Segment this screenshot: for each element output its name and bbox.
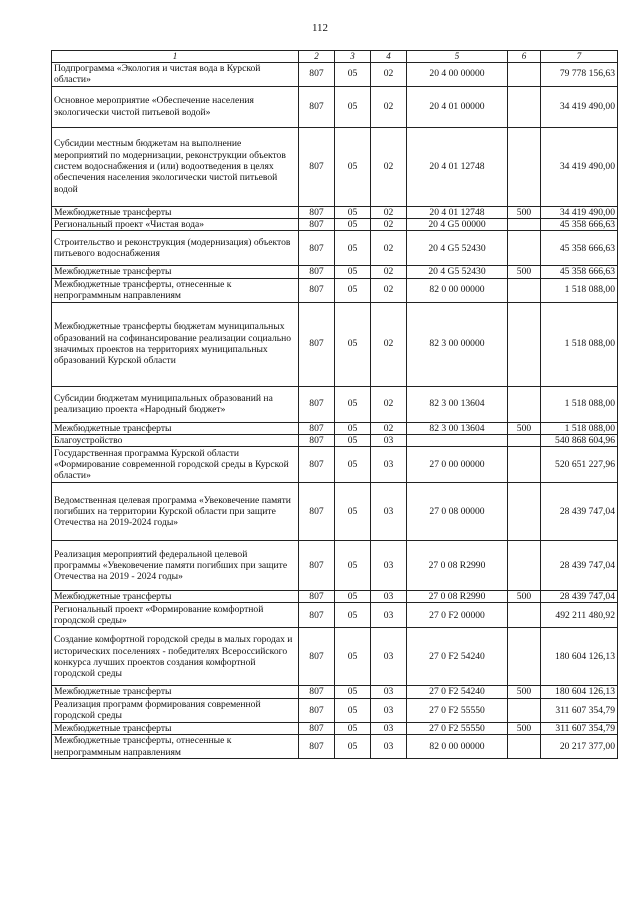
row-amount-cell: 34 419 490,00 — [541, 86, 618, 127]
table-row — [52, 628, 618, 686]
row-amount-cell: 180 604 126,13 — [541, 686, 618, 698]
table-row — [52, 218, 618, 230]
row-amount-cell: 28 439 747,04 — [541, 541, 618, 591]
row-target-code-cell: 27 0 08 00000 — [407, 483, 508, 541]
row-code-cell: 807 — [299, 278, 335, 302]
row-subsection-cell: 03 — [371, 447, 407, 483]
row-name-cell: Основное мероприятие «Обеспечение населения экологически чистой питьевой водой» — [52, 86, 299, 127]
row-subsection-cell: 03 — [371, 722, 407, 734]
row-amount-cell: 45 358 666,63 — [541, 218, 618, 230]
row-subsection-cell: 03 — [371, 434, 407, 446]
table-row — [52, 483, 618, 541]
row-name-cell: Межбюджетные трансферты бюджетам муниципальных образований на софинансирование реализации социально значимых проектов на территориях муниципальных образований Курской области — [52, 302, 299, 386]
row-code-cell: 807 — [299, 266, 335, 278]
row-amount-cell: 520 651 227,96 — [541, 447, 618, 483]
row-expense-type-cell — [508, 278, 541, 302]
row-target-code-cell: 82 0 00 00000 — [407, 735, 508, 759]
row-expense-type-cell — [508, 541, 541, 591]
row-code-cell: 807 — [299, 86, 335, 127]
row-target-code-cell: 20 4 01 00000 — [407, 86, 508, 127]
row-name-cell: Субсидии местным бюджетам на выполнение мероприятий по модернизации, реконструкции объектов систем водоснабжения и (или) водоотведения в целях обеспечения населения экологически чистой питьевой водой — [52, 127, 299, 206]
row-subsection-cell: 03 — [371, 603, 407, 628]
row-expense-type-cell — [508, 62, 541, 86]
row-name-cell: Государственная программа Курской области «Формирование современной городской среды в Курской области» — [52, 447, 299, 483]
row-subsection-cell: 03 — [371, 686, 407, 698]
row-target-code-cell: 82 3 00 13604 — [407, 386, 508, 422]
row-subsection-cell: 02 — [371, 127, 407, 206]
row-section-cell: 05 — [335, 722, 371, 734]
row-section-cell: 05 — [335, 231, 371, 266]
row-amount-cell: 180 604 126,13 — [541, 628, 618, 686]
column-header: 7 — [541, 51, 618, 63]
row-section-cell: 05 — [335, 127, 371, 206]
row-section-cell: 05 — [335, 735, 371, 759]
row-code-cell: 807 — [299, 206, 335, 218]
row-target-code-cell — [407, 434, 508, 446]
row-subsection-cell: 02 — [371, 266, 407, 278]
row-amount-cell: 28 439 747,04 — [541, 591, 618, 603]
row-section-cell: 05 — [335, 541, 371, 591]
column-header: 3 — [335, 51, 371, 63]
row-target-code-cell: 20 4 00 00000 — [407, 62, 508, 86]
row-section-cell: 05 — [335, 686, 371, 698]
row-expense-type-cell: 500 — [508, 722, 541, 734]
row-target-code-cell: 27 0 F2 54240 — [407, 686, 508, 698]
row-section-cell: 05 — [335, 603, 371, 628]
table-row — [52, 591, 618, 603]
row-target-code-cell: 20 4 G5 52430 — [407, 266, 508, 278]
table-row — [52, 266, 618, 278]
row-target-code-cell: 27 0 F2 00000 — [407, 603, 508, 628]
row-section-cell: 05 — [335, 628, 371, 686]
row-subsection-cell: 03 — [371, 698, 407, 722]
row-target-code-cell: 20 4 01 12748 — [407, 206, 508, 218]
row-amount-cell: 45 358 666,63 — [541, 266, 618, 278]
table-row — [52, 447, 618, 483]
row-target-code-cell: 27 0 F2 55550 — [407, 698, 508, 722]
row-code-cell: 807 — [299, 447, 335, 483]
row-target-code-cell: 82 3 00 00000 — [407, 302, 508, 386]
table-row — [52, 86, 618, 127]
row-code-cell: 807 — [299, 127, 335, 206]
row-name-cell: Межбюджетные трансферты — [52, 422, 299, 434]
row-expense-type-cell: 500 — [508, 266, 541, 278]
row-code-cell: 807 — [299, 422, 335, 434]
row-name-cell: Реализация программ формирования современной городской среды — [52, 698, 299, 722]
row-amount-cell: 79 778 156,63 — [541, 62, 618, 86]
row-target-code-cell: 20 4 G5 00000 — [407, 218, 508, 230]
row-amount-cell: 34 419 490,00 — [541, 206, 618, 218]
row-code-cell: 807 — [299, 483, 335, 541]
row-code-cell: 807 — [299, 62, 335, 86]
table-row — [52, 434, 618, 446]
row-amount-cell: 311 607 354,79 — [541, 698, 618, 722]
table-row — [52, 735, 618, 759]
row-amount-cell: 45 358 666,63 — [541, 231, 618, 266]
table-row — [52, 541, 618, 591]
row-subsection-cell: 03 — [371, 541, 407, 591]
row-name-cell: Межбюджетные трансферты — [52, 206, 299, 218]
row-code-cell: 807 — [299, 686, 335, 698]
row-subsection-cell: 03 — [371, 735, 407, 759]
row-code-cell: 807 — [299, 628, 335, 686]
row-target-code-cell: 82 0 00 00000 — [407, 278, 508, 302]
row-code-cell: 807 — [299, 434, 335, 446]
table-header-row — [52, 51, 618, 63]
row-amount-cell: 1 518 088,00 — [541, 278, 618, 302]
row-name-cell: Реализация мероприятий федеральной целевой программы «Увековечение памяти погибших при защите Отечества на 2019 - 2024 годы» — [52, 541, 299, 591]
row-expense-type-cell — [508, 447, 541, 483]
row-code-cell: 807 — [299, 231, 335, 266]
row-expense-type-cell — [508, 386, 541, 422]
table-row — [52, 302, 618, 386]
row-target-code-cell: 82 3 00 13604 — [407, 422, 508, 434]
row-expense-type-cell — [508, 218, 541, 230]
row-name-cell: Межбюджетные трансферты — [52, 686, 299, 698]
budget-table — [51, 50, 618, 759]
row-amount-cell: 311 607 354,79 — [541, 722, 618, 734]
row-section-cell: 05 — [335, 218, 371, 230]
row-section-cell: 05 — [335, 698, 371, 722]
table-row — [52, 386, 618, 422]
row-amount-cell: 492 211 480,92 — [541, 603, 618, 628]
row-section-cell: 05 — [335, 206, 371, 218]
row-expense-type-cell — [508, 698, 541, 722]
row-subsection-cell: 02 — [371, 231, 407, 266]
row-code-cell: 807 — [299, 386, 335, 422]
row-section-cell: 05 — [335, 266, 371, 278]
row-section-cell: 05 — [335, 62, 371, 86]
row-code-cell: 807 — [299, 698, 335, 722]
table-row — [52, 603, 618, 628]
row-subsection-cell: 02 — [371, 218, 407, 230]
row-section-cell: 05 — [335, 386, 371, 422]
row-expense-type-cell — [508, 603, 541, 628]
row-amount-cell: 1 518 088,00 — [541, 422, 618, 434]
row-target-code-cell: 27 0 00 00000 — [407, 447, 508, 483]
row-name-cell: Межбюджетные трансферты — [52, 266, 299, 278]
row-amount-cell: 1 518 088,00 — [541, 302, 618, 386]
column-header: 2 — [299, 51, 335, 63]
table-row — [52, 231, 618, 266]
row-name-cell: Строительство и реконструкция (модернизация) объектов питьевого водоснабжения — [52, 231, 299, 266]
row-section-cell: 05 — [335, 422, 371, 434]
row-name-cell: Создание комфортной городской среды в малых городах и исторических поселениях - победителях Всероссийского конкурса лучших проектов создания комфортной городской среды — [52, 628, 299, 686]
row-expense-type-cell: 500 — [508, 686, 541, 698]
row-section-cell: 05 — [335, 591, 371, 603]
row-code-cell: 807 — [299, 722, 335, 734]
row-expense-type-cell — [508, 86, 541, 127]
table-row — [52, 722, 618, 734]
column-header: 5 — [407, 51, 508, 63]
row-target-code-cell: 27 0 F2 55550 — [407, 722, 508, 734]
column-header: 1 — [52, 51, 299, 63]
row-section-cell: 05 — [335, 86, 371, 127]
table-row — [52, 698, 618, 722]
table-row — [52, 206, 618, 218]
row-name-cell: Межбюджетные трансферты, отнесенные к непрограммным направлениям — [52, 278, 299, 302]
row-code-cell: 807 — [299, 591, 335, 603]
row-name-cell: Ведомственная целевая программа «Увековечение памяти погибших на территории Курской области при защите Отечества на 2019-2024 годы» — [52, 483, 299, 541]
row-code-cell: 807 — [299, 541, 335, 591]
row-amount-cell: 28 439 747,04 — [541, 483, 618, 541]
row-code-cell: 807 — [299, 735, 335, 759]
row-expense-type-cell — [508, 483, 541, 541]
table-row — [52, 62, 618, 86]
row-subsection-cell: 02 — [371, 302, 407, 386]
table-row — [52, 422, 618, 434]
row-section-cell: 05 — [335, 447, 371, 483]
row-subsection-cell: 02 — [371, 386, 407, 422]
row-section-cell: 05 — [335, 302, 371, 386]
row-subsection-cell: 02 — [371, 278, 407, 302]
row-expense-type-cell — [508, 434, 541, 446]
row-section-cell: 05 — [335, 434, 371, 446]
column-header: 6 — [508, 51, 541, 63]
row-target-code-cell: 20 4 G5 52430 — [407, 231, 508, 266]
row-target-code-cell: 27 0 08 R2990 — [407, 591, 508, 603]
row-name-cell: Субсидии бюджетам муниципальных образований на реализацию проекта «Народный бюджет» — [52, 386, 299, 422]
row-subsection-cell: 02 — [371, 86, 407, 127]
table-row — [52, 127, 618, 206]
column-header: 4 — [371, 51, 407, 63]
row-name-cell: Межбюджетные трансферты — [52, 591, 299, 603]
page-number: 112 — [311, 22, 329, 34]
row-name-cell: Межбюджетные трансферты — [52, 722, 299, 734]
row-name-cell: Подпрограмма «Экология и чистая вода в Курской области» — [52, 62, 299, 86]
row-amount-cell: 20 217 377,00 — [541, 735, 618, 759]
row-name-cell: Региональный проект «Формирование комфортной городской среды» — [52, 603, 299, 628]
row-target-code-cell: 20 4 01 12748 — [407, 127, 508, 206]
row-expense-type-cell — [508, 735, 541, 759]
row-name-cell: Благоустройство — [52, 434, 299, 446]
row-expense-type-cell — [508, 628, 541, 686]
row-subsection-cell: 03 — [371, 483, 407, 541]
row-code-cell: 807 — [299, 302, 335, 386]
row-section-cell: 05 — [335, 278, 371, 302]
row-target-code-cell: 27 0 08 R2990 — [407, 541, 508, 591]
row-code-cell: 807 — [299, 218, 335, 230]
row-expense-type-cell — [508, 127, 541, 206]
row-subsection-cell: 02 — [371, 62, 407, 86]
row-subsection-cell: 03 — [371, 628, 407, 686]
row-code-cell: 807 — [299, 603, 335, 628]
row-name-cell: Межбюджетные трансферты, отнесенные к непрограммным направлениям — [52, 735, 299, 759]
row-expense-type-cell — [508, 302, 541, 386]
row-subsection-cell: 02 — [371, 422, 407, 434]
row-subsection-cell: 02 — [371, 206, 407, 218]
row-section-cell: 05 — [335, 483, 371, 541]
row-expense-type-cell: 500 — [508, 422, 541, 434]
row-amount-cell: 1 518 088,00 — [541, 386, 618, 422]
row-amount-cell: 540 868 604,96 — [541, 434, 618, 446]
row-expense-type-cell: 500 — [508, 206, 541, 218]
row-target-code-cell: 27 0 F2 54240 — [407, 628, 508, 686]
table-row — [52, 686, 618, 698]
row-amount-cell: 34 419 490,00 — [541, 127, 618, 206]
row-expense-type-cell: 500 — [508, 591, 541, 603]
row-expense-type-cell — [508, 231, 541, 266]
row-subsection-cell: 03 — [371, 591, 407, 603]
table-row — [52, 278, 618, 302]
row-name-cell: Региональный проект «Чистая вода» — [52, 218, 299, 230]
